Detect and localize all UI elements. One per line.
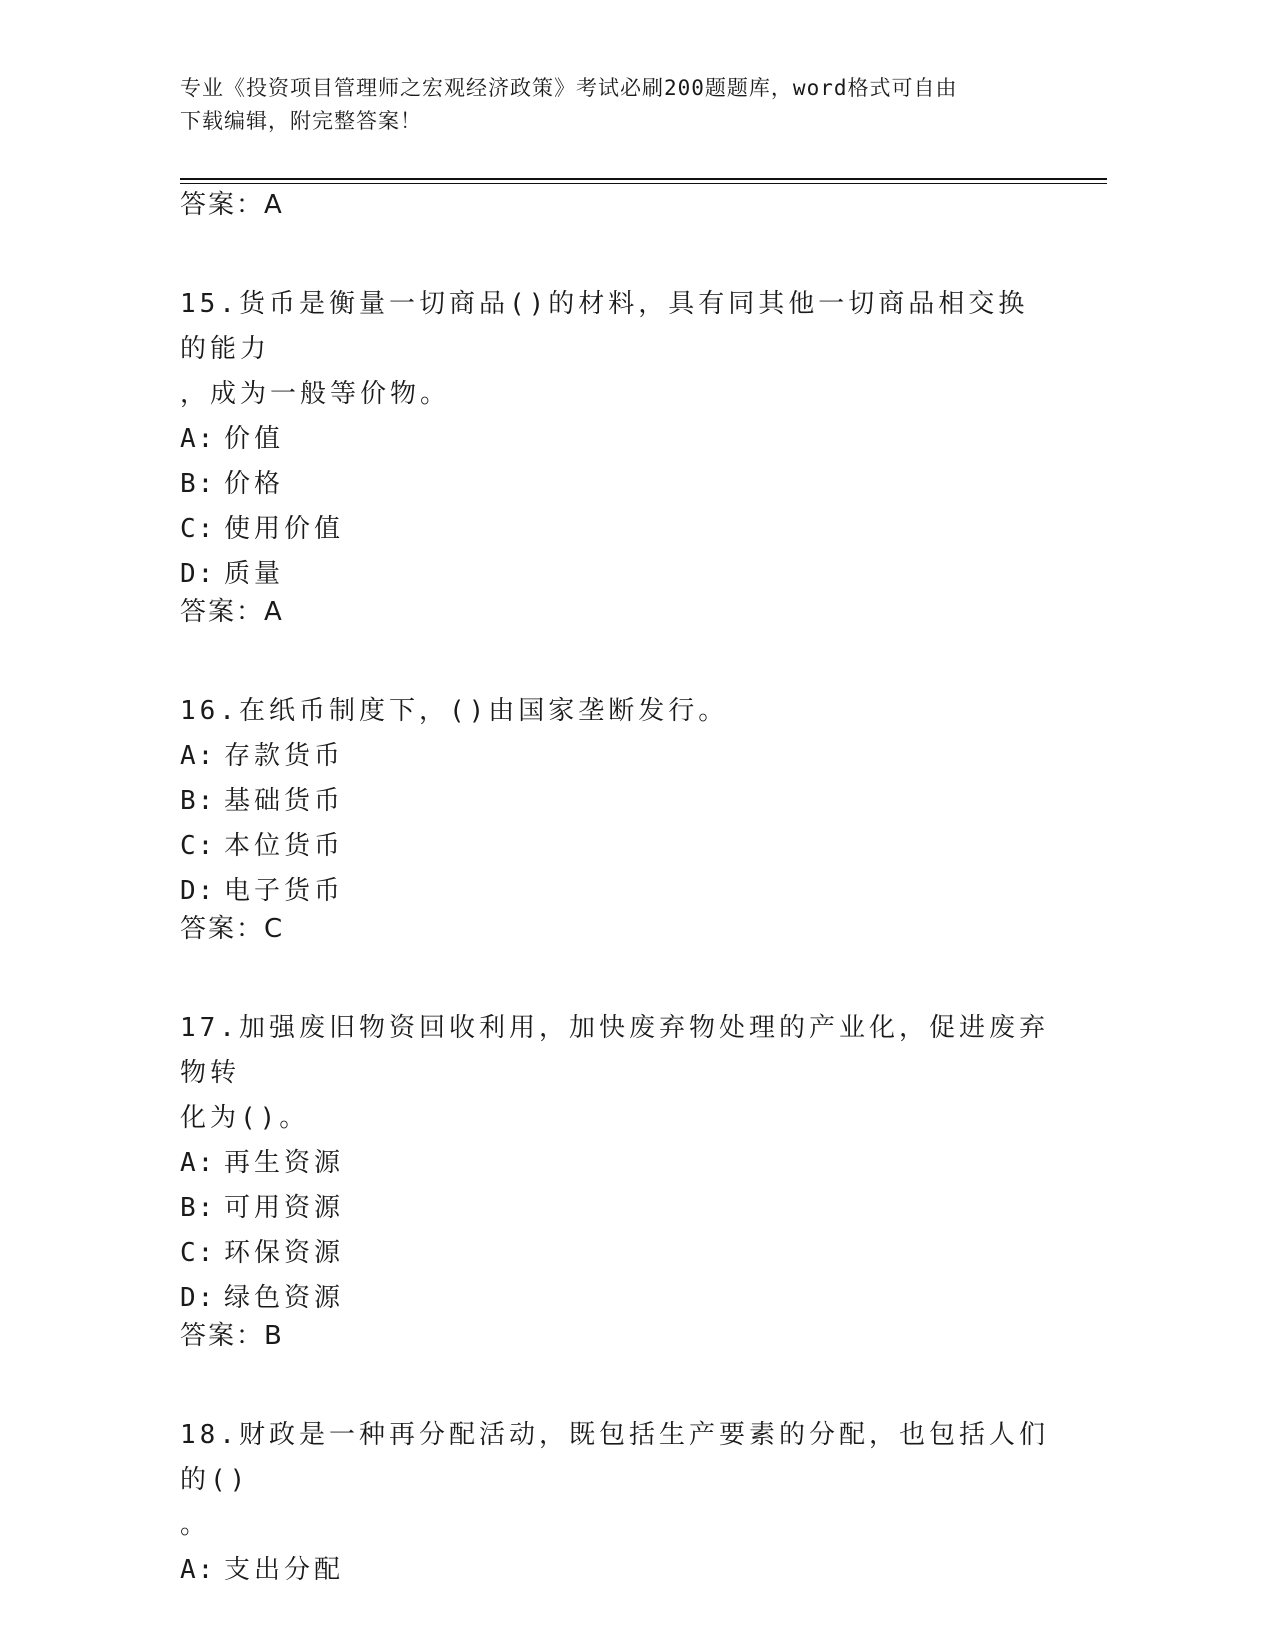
option-letter: B: (180, 1193, 216, 1223)
option-letter: B: (180, 469, 216, 499)
question-text (180, 1413, 1050, 1548)
question-line-1: 18.财政是一种再分配活动，既包括生产要素的分配，也包括人们的() (180, 1420, 1049, 1495)
option-text: 基础货币 (224, 786, 345, 816)
option-c (180, 824, 1050, 869)
option-a (180, 1141, 1050, 1186)
question-block-15 (180, 282, 1050, 627)
option-letter: A: (180, 1555, 216, 1585)
option-text: 可用资源 (224, 1193, 345, 1223)
answer-line: 答案：C (180, 914, 285, 944)
option-letter: A: (180, 424, 216, 454)
option-d (180, 869, 1050, 914)
header-line-1: 专业《投资项目管理师之宏观经济政策》考试必刷200题题库，word格式可自由 (180, 76, 958, 100)
question-line-2: ，成为一般等价物。 (180, 379, 451, 409)
option-a (180, 417, 1050, 462)
option-d (180, 1276, 1050, 1321)
option-b (180, 1186, 1050, 1231)
option-a (180, 734, 1050, 779)
question-block-16 (180, 689, 1050, 944)
option-text: 绿色资源 (224, 1283, 345, 1313)
option-text: 使用价值 (224, 514, 345, 544)
option-b (180, 462, 1050, 507)
option-a (180, 1548, 1050, 1593)
header-rule-thin (180, 183, 1107, 184)
question-line-2: 化为()。 (180, 1103, 310, 1133)
question-text (180, 689, 1050, 734)
option-text: 环保资源 (224, 1238, 345, 1268)
option-d (180, 552, 1050, 597)
question-line-1: 15.货币是衡量一切商品()的材料，具有同其他一切商品相交换的能力 (180, 289, 1029, 364)
answer-line: 答案：B (180, 1321, 284, 1351)
option-text: 电子货币 (224, 876, 345, 906)
option-letter: C: (180, 1238, 216, 1268)
option-text: 支出分配 (224, 1555, 345, 1585)
option-letter: D: (180, 559, 216, 589)
option-c (180, 507, 1050, 552)
previous-answer: 答案：A (180, 190, 284, 220)
question-line-1: 16.在纸币制度下，()由国家垄断发行。 (180, 696, 729, 726)
option-letter: D: (180, 1283, 216, 1313)
question-line-1: 17.加强废旧物资回收利用，加快废弃物处理的产业化，促进废弃物转 (180, 1013, 1049, 1088)
option-letter: A: (180, 741, 216, 771)
option-letter: C: (180, 831, 216, 861)
header-rule-thick (180, 178, 1107, 180)
document-header (180, 72, 1060, 138)
question-block-18 (180, 1413, 1050, 1593)
option-text: 存款货币 (224, 741, 345, 771)
option-letter: D: (180, 876, 216, 906)
option-c (180, 1231, 1050, 1276)
option-letter: A: (180, 1148, 216, 1178)
option-text: 价格 (224, 469, 285, 499)
question-block-17 (180, 1006, 1050, 1351)
option-text: 价值 (224, 424, 285, 454)
question-text (180, 282, 1050, 417)
option-b (180, 779, 1050, 824)
option-text: 质量 (224, 559, 285, 589)
option-text: 本位货币 (224, 831, 345, 861)
question-text (180, 1006, 1050, 1141)
question-line-2: 。 (180, 1510, 211, 1540)
option-text: 再生资源 (224, 1148, 345, 1178)
option-letter: C: (180, 514, 216, 544)
header-line-2: 下载编辑，附完整答案！ (180, 109, 422, 133)
answer-line: 答案：A (180, 597, 284, 627)
option-letter: B: (180, 786, 216, 816)
question-list (180, 190, 1050, 1593)
